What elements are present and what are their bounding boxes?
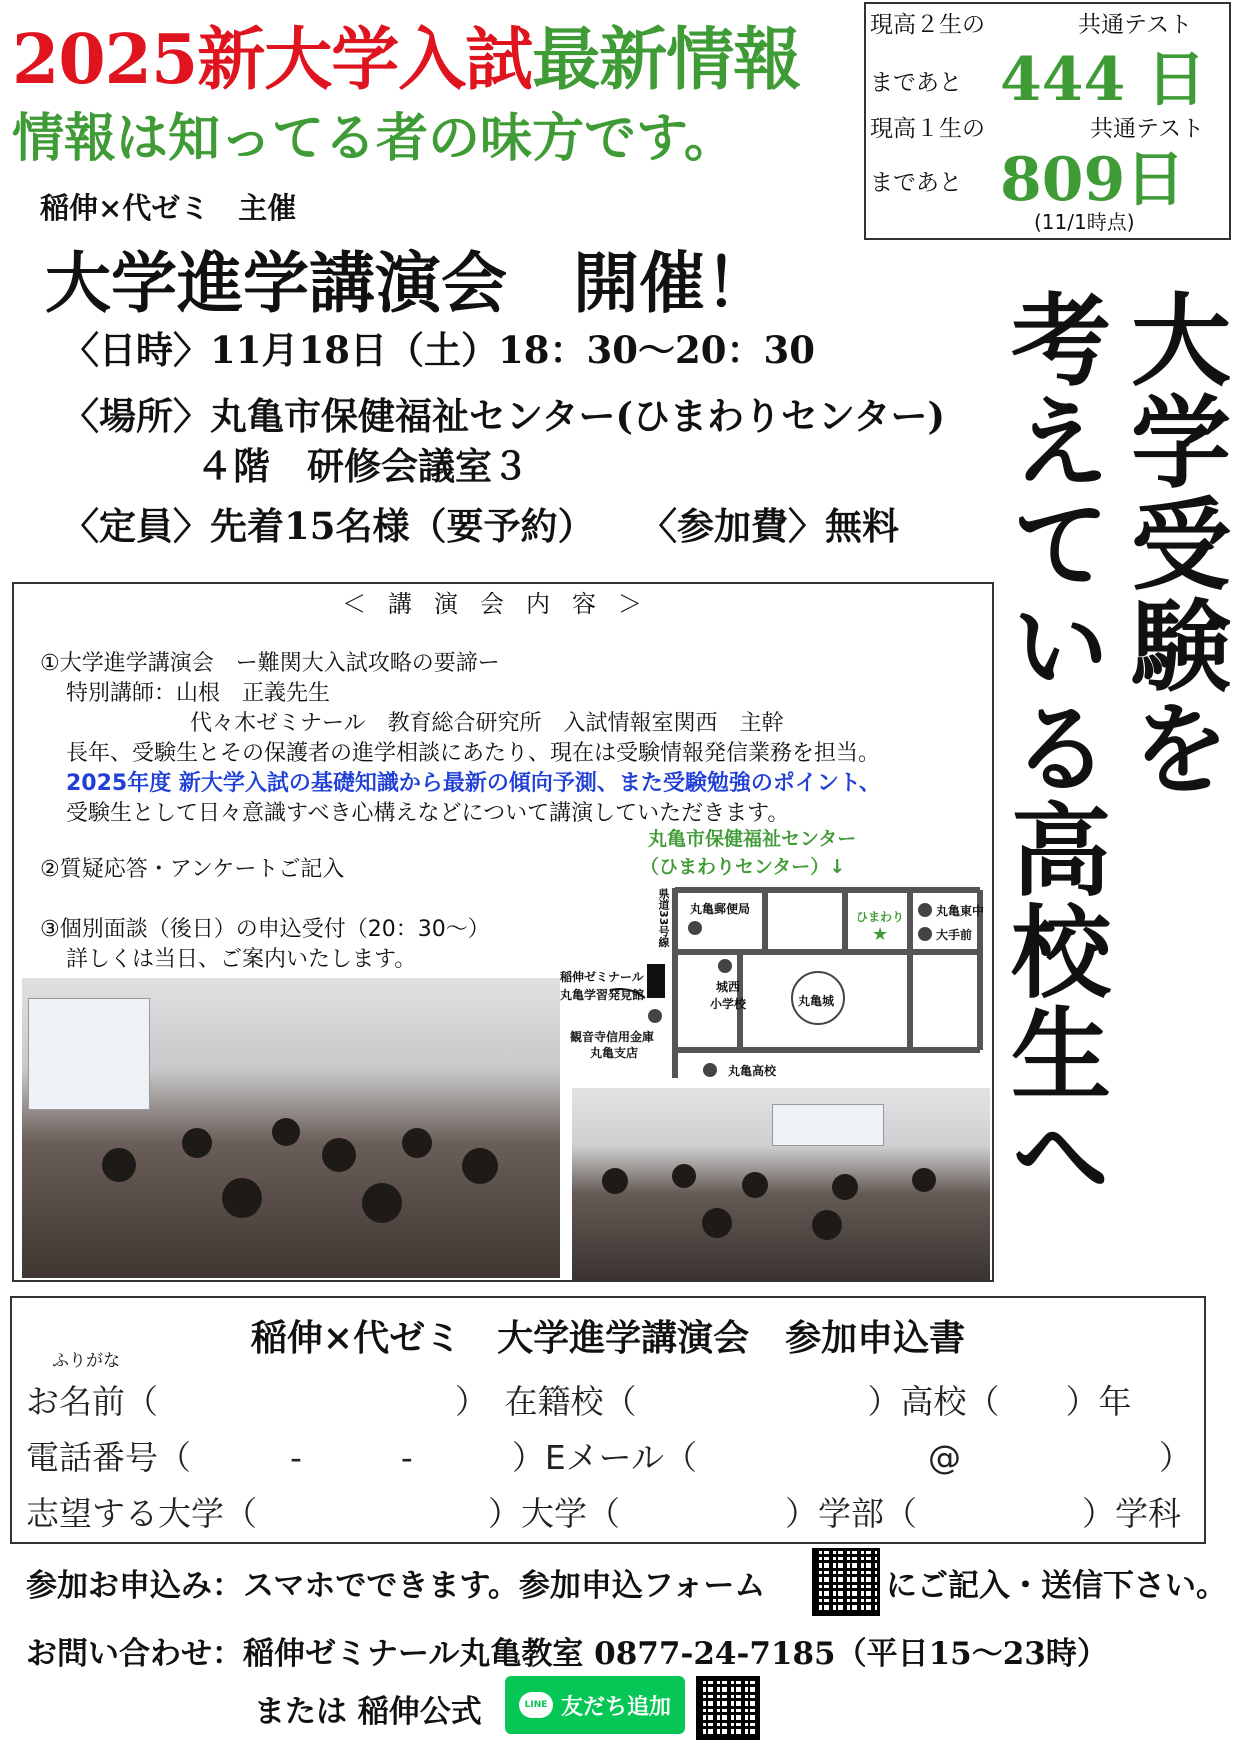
info-fee: 〈参加費〉無料 xyxy=(640,504,899,548)
line-qr-icon[interactable] xyxy=(696,1676,760,1740)
content-desc1: 長年、受験生とその保護者の進学相談にあたり、現在は受験情報発信業務を担当。 xyxy=(66,741,881,766)
map-bank: 観音寺信用金庫 xyxy=(570,1030,655,1044)
apply-text: 参加お申込み：スマホでできます。参加申込フォーム xyxy=(26,1568,766,1604)
countdown-row2-label: 現高１生の xyxy=(870,116,985,142)
content-item3-detail: 詳しくは当日、ご案内いたします。 xyxy=(66,947,417,972)
map-target-name: 丸亀市保健福祉センター xyxy=(648,828,857,850)
content-lecturer: 特別講師：山根 正義先生 xyxy=(66,681,331,706)
map-himawari: ひまわり xyxy=(856,910,905,924)
map-star-icon: ★ xyxy=(872,924,889,945)
application-form xyxy=(10,1296,1206,1544)
map-castle: 丸亀城 xyxy=(798,994,835,1008)
content-desc3: 受験生として日々意識すべき心構えなどについて講演していただきます。 xyxy=(66,801,790,826)
form-row-contact[interactable]: 電話番号（ - - ）Eメール（ @ ） xyxy=(26,1438,1193,1477)
map-elementary: 城西 小学校 xyxy=(710,980,747,1011)
content-item1: ①大学進学講演会 ー難関大入試攻略の要諦ー xyxy=(40,651,500,676)
content-item3: ③個別面談（後日）の申込受付（20：30～） xyxy=(40,917,490,942)
access-map xyxy=(560,818,990,1083)
map-school-branch: 丸亀学習発見館 xyxy=(560,988,645,1002)
subheadline: 情報は知ってる者の味方です。 xyxy=(12,108,736,169)
apply-text-2: にご記入・送信下さい。 xyxy=(886,1568,1227,1604)
apply-form-qr-icon[interactable] xyxy=(812,1548,880,1616)
countdown-note: (11/1時点) xyxy=(1034,210,1135,234)
furigana-label: ふりがな xyxy=(52,1351,120,1371)
info-place-room: ４階 研修会議室３ xyxy=(196,444,529,488)
vertical-text-line2: 考えている高校生へ xyxy=(994,288,1111,1206)
countdown-row1-label: 現高２生の xyxy=(870,12,985,38)
line-add-friend-button[interactable] xyxy=(505,1676,685,1734)
lecture-photo-2 xyxy=(572,1088,990,1280)
map-bank-branch: 丸亀支店 xyxy=(590,1046,639,1060)
content-desc2: 2025年度 新大学入試の基礎知識から最新の傾向予測、また受験勉強のポイント、 xyxy=(66,771,881,796)
countdown-row1-days: 444 日 xyxy=(1000,45,1207,115)
countdown-row2-until: まであと xyxy=(870,170,962,196)
map-school-name: 稲伸ゼミナール xyxy=(560,970,644,984)
lecture-photo-1 xyxy=(22,978,560,1278)
info-capacity: 〈定員〉先着15名様（要予約） xyxy=(62,504,595,548)
organizer: 稲伸×代ゼミ 主催 xyxy=(40,191,297,225)
line-button-label: 友だち追加 xyxy=(561,1694,672,1720)
headline xyxy=(12,6,800,103)
map-target-alias: （ひまわりセンター）↓ xyxy=(640,856,846,878)
map-post-office: 丸亀郵便局 xyxy=(690,902,751,916)
info-datetime: 〈日時〉11月18日（土）18：30～20：30 xyxy=(62,328,815,372)
form-row-university[interactable]: 志望する大学（ ）大学（ ）学部（ ）学科 xyxy=(26,1494,1181,1533)
headline-part2: 最新情報 xyxy=(532,20,801,100)
form-row-name[interactable]: お名前（ ） 在籍校（ ）高校（ ）年 xyxy=(26,1382,1132,1421)
vertical-text-line1: 大学受験を xyxy=(1114,288,1231,798)
map-east-jhs: 丸亀東中 xyxy=(936,904,985,918)
map-high-school: 丸亀高校 xyxy=(728,1064,777,1078)
info-place: 〈場所〉丸亀市保健福祉センター(ひまわりセンター) xyxy=(62,394,946,438)
content-affiliation: 代々木ゼミナール 教育総合研究所 入試情報室関西 主幹 xyxy=(190,711,784,736)
content-item2: ②質疑応答・アンケートご記入 xyxy=(40,857,345,882)
line-official-text: または 稲伸公式 xyxy=(254,1694,482,1730)
headline-part1: 2025新大学入試 xyxy=(12,20,533,100)
countdown-row1-test: 共通テスト xyxy=(1078,12,1193,38)
map-otemae: 大手前 xyxy=(936,928,973,942)
countdown-row2-days: 809日 xyxy=(1000,145,1186,215)
countdown-row2-test: 共通テスト xyxy=(1090,116,1205,142)
line-icon: LINE xyxy=(519,1692,553,1718)
form-title: 稲伸×代ゼミ 大学進学講演会 参加申込書 xyxy=(250,1317,966,1359)
content-heading: ＜講演会内容＞ xyxy=(342,590,664,618)
map-road-label: 県道33号線 xyxy=(657,888,670,948)
event-title: 大学進学講演会 開催！ xyxy=(45,244,771,322)
countdown-box xyxy=(864,2,1231,240)
contact-text: お問い合わせ：稲伸ゼミナール丸亀教室 0877-24-7185（平日15～23時） xyxy=(26,1636,1108,1672)
countdown-row1-until: まであと xyxy=(870,70,962,96)
